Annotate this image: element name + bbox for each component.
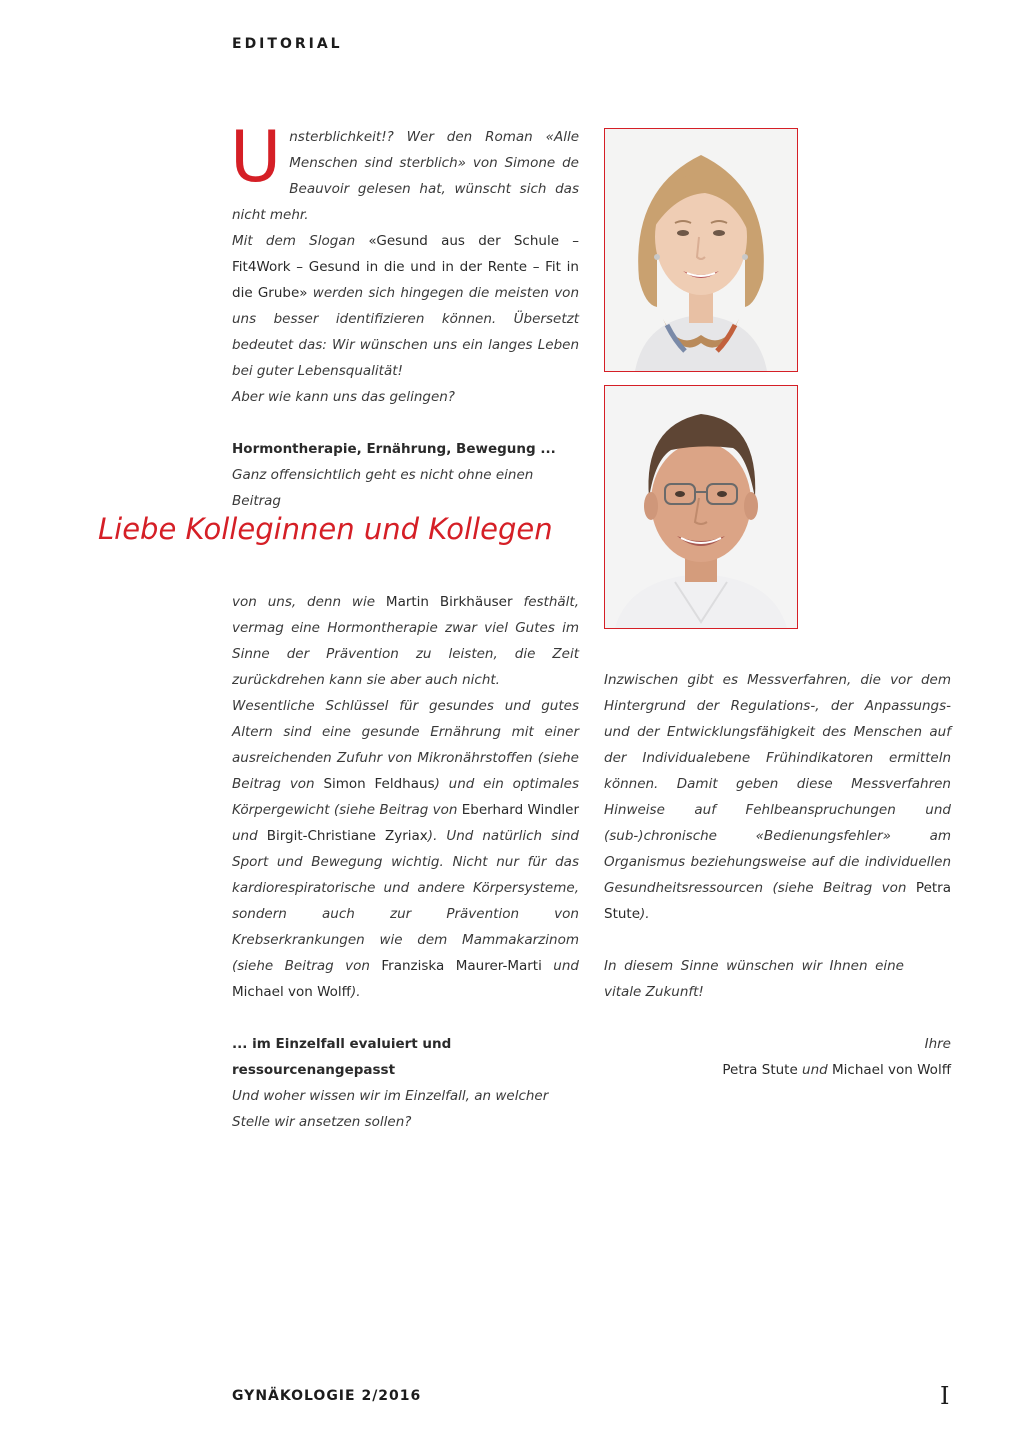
slogan-paragraph: Mit dem Slogan «Gesund aus der Schule – Fit4Work – Gesund in die und in der Rente – Fit in die Grube» werden sich hingegen die meisten von uns besser identifizieren können. Übersetzt bedeutet das: Wir wünschen uns ein langes Leben bei guter Lebensqualität!	[232, 233, 579, 379]
author-name: Michael von Wolff	[232, 984, 351, 1000]
intro-column	[230, 116, 579, 514]
body-paragraph-4: Inzwischen gibt es Messverfahren, die vor dem Hintergrund der Regulations-, der Anpassungs- und der Entwicklungsfähigkeit des Menschen auf der Individualebene Frühindikatoren ermitteln können. Damit geben diese Messverfahren Hinweise auf Fehlbeanspruchungen und (sub-)chronische «Bedienungsfehler» am Organismus beziehungsweise auf die individuellen Gesundheitsressourcen (siehe Beitrag von Petra Stute).	[604, 672, 951, 922]
author-name: Eberhard Windler	[461, 802, 580, 818]
transition-paragraph: Ganz offensichtlich geht es nicht ohne einen Beitrag	[232, 467, 534, 509]
body-paragraph-1: von uns, denn wie Martin Birkhäuser festhält, vermag eine Hormontherapie zwar viel Gutes im Sinne der Prävention zu leisten, die Zeit zurückdrehen kann sie aber auch nicht.	[232, 594, 579, 688]
author-photo-man	[604, 385, 798, 629]
author-name: Franziska Maurer-Marti	[381, 958, 542, 974]
page-title: Liebe Kolleginnen und Kollegen	[98, 512, 553, 546]
signature-names: Petra Stute und Michael von Wolff	[722, 1062, 951, 1078]
drop-cap: U	[230, 116, 282, 198]
author-name: Birgit-Christiane Zyriax	[266, 828, 428, 844]
signature-name: Michael von Wolff	[832, 1062, 951, 1078]
signature-name: Petra Stute	[722, 1062, 798, 1078]
author-photo-woman	[604, 128, 798, 372]
body-column-right	[604, 667, 951, 1083]
author-name: Martin Birkhäuser	[385, 594, 513, 610]
question-paragraph: Aber wie kann uns das gelingen?	[232, 389, 455, 405]
body-paragraph-3: Und woher wissen wir im Einzelfall, an welcher Stelle wir ansetzen sollen?	[232, 1088, 549, 1130]
page-number: I	[940, 1382, 950, 1410]
closing-paragraph: In diesem Sinne wünschen wir Ihnen eine vitale Zukunft!	[604, 958, 904, 1000]
subhead-hormontherapie: Hormontherapie, Ernährung, Bewegung ...	[232, 441, 556, 457]
author-name: Petra Stute	[604, 880, 951, 922]
signature-ihre: Ihre	[924, 1036, 951, 1052]
subhead-einzelfall: ... im Einzelfall evaluiert und ressourcenangepasst	[232, 1036, 452, 1078]
body-paragraph-2: Wesentliche Schlüssel für gesundes und gutes Altern sind eine gesunde Ernährung mit einer ausreichenden Zufuhr von Mikronährstoffen (siehe Beitrag von Simon Feldhaus) und ein optimales Körpergewicht (siehe Beitrag von Eberhard Windler und Birgit-Christiane Zyriax). Und natürlich sind Sport und Bewegung wichtig. Nicht nur für das kardiorespiratorische und andere Körpersysteme, sondern auch zur Prävention von Krebserkrankungen wie dem Mammakarzinom (siehe Beitrag von Franziska Maurer-Marti und Michael von Wolff).	[232, 698, 580, 1000]
author-name: Simon Feldhaus	[323, 776, 435, 792]
body-column-left	[232, 589, 579, 1135]
journal-footer: GYNÄKOLOGIE 2/2016	[232, 1388, 422, 1404]
intro-paragraph: Unsterblichkeit!? Wer den Roman «Alle Menschen sind sterblich» von Simone de Beauvoir gelesen hat, wünscht sich das nicht mehr.	[230, 116, 579, 223]
section-label: EDITORIAL	[232, 36, 343, 52]
slogan: «Gesund aus der Schule – Fit4Work – Gesund in die und in der Rente – Fit in die Grube»	[232, 233, 579, 301]
